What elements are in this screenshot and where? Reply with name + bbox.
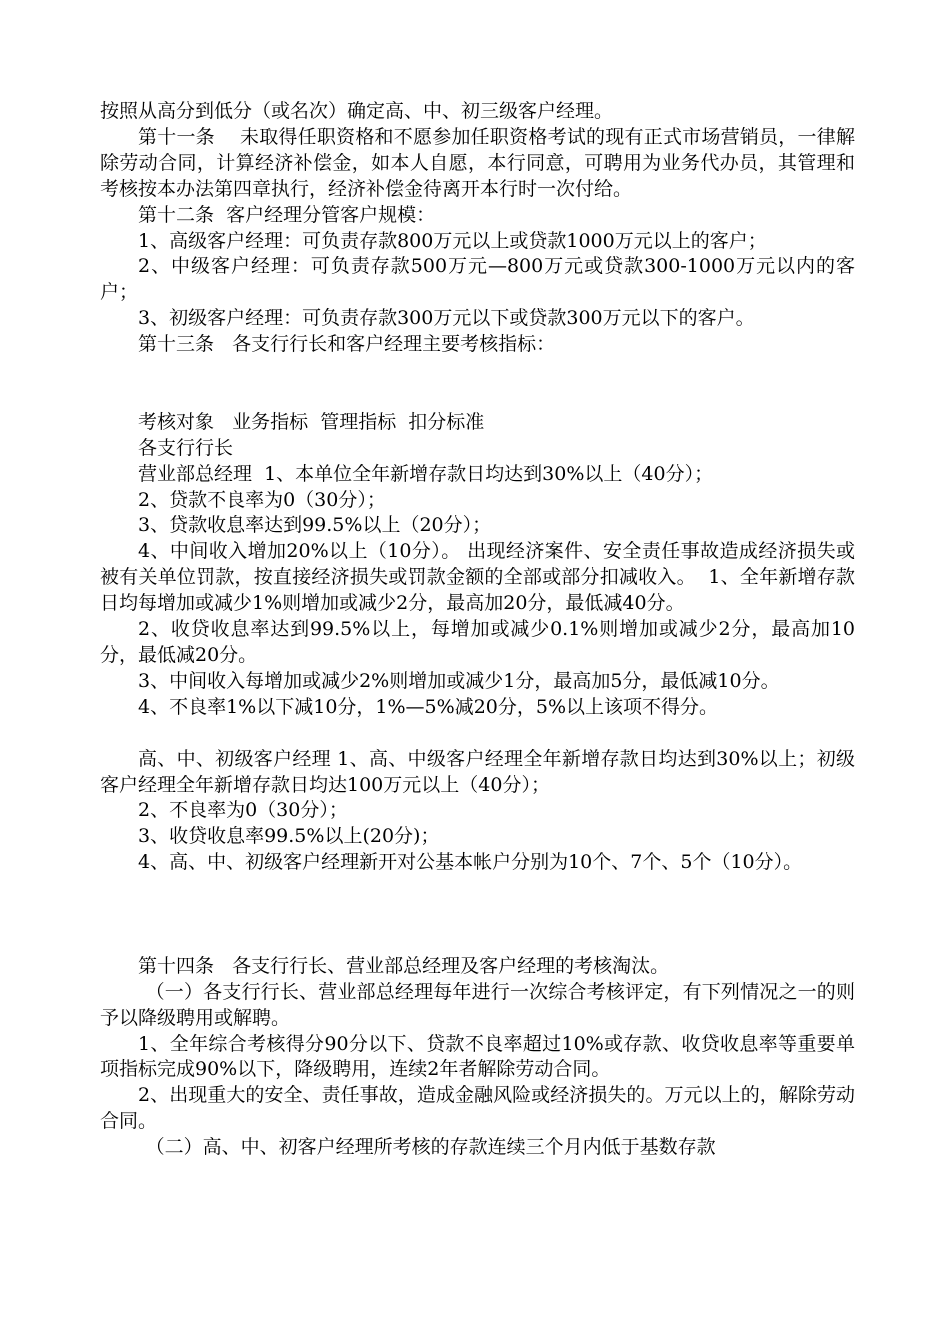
branch-scoring-4: 4、不良率1%以下减10分，1%—5%减20分，5%以上该项不得分。 [138,695,719,718]
manager-indicator-4: 4、高、中、初级客户经理新开对公基本帐户分别为10个、7个、5个（10分）。 [138,851,803,874]
manager-indicator-1: 高、中、初级客户经理 1、高、中级客户经理全年新增存款日均达到30%以上；初级客户经理全年新增存款日均达100万元以上（40分）； [100,747,855,796]
blank-space [100,876,855,954]
article-12-item-1: 1、高级客户经理：可负责存款800万元以上或贷款1000万元以上的客户； [138,229,767,252]
branch-indicator-1: 营业部总经理 1、本单位全年新增存款日均达到30%以上（40分）； [138,462,714,485]
branch-indicator-3: 3、贷款收息率达到99.5%以上（20分）； [138,514,492,537]
article-14-section-1: （一）各支行行长、营业部总经理每年进行一次综合考核评定，有下列情况之一的则予以降级聘用或解聘。 [100,980,855,1029]
article-14-item-1: 1、全年综合考核得分90分以下、贷款不良率超过10%或存款、收贷收息率等重要单项指标完成90%以下，降级聘用，连续2年者解除劳动合同。 [100,1032,855,1081]
article-12-item-2: 2、中级客户经理：可负责存款500万元—800万元或贷款300-1000万元以内的客户； [100,255,855,304]
paragraph-1: 按照从高分到低分（或名次）确定高、中、初三级客户经理。 [100,100,614,122]
branch-head-label: 各支行行长 [138,436,234,459]
article-12-item-3: 3、初级客户经理：可负责存款300万元以下或贷款300万元以下的客户。 [138,307,755,330]
manager-indicator-2: 2、不良率为0（30分）； [138,799,348,822]
article-14: 第十四条 各支行行长、营业部总经理及客户经理的考核淘汰。 [138,954,670,977]
article-14-section-2: （二）高、中、初客户经理所考核的存款连续三个月内低于基数存款 [145,1136,716,1159]
blank-space [100,358,855,410]
branch-scoring-3: 3、中间收入每增加或减少2%则增加或减少1分，最高加5分，最低减10分。 [138,669,780,692]
document-page [100,99,855,1161]
branch-scoring-2: 2、收贷收息率达到99.5%以上，每增加或减少0.1%则增加或减少2分，最高加10分，最低减20分。 [100,618,855,667]
article-14-item-2: 2、出现重大的安全、责任事故，造成金融风险或经济损失的。万元以上的，解除劳动合同。 [100,1084,855,1133]
manager-indicator-3: 3、收贷收息率99.5%以上(20分)； [138,825,440,848]
article-12: 第十二条 客户经理分管客户规模： [138,203,436,226]
branch-indicator-4: 4、中间收入增加20%以上（10分）。 出现经济案件、安全责任事故造成经济损失或被有关单位罚款，按直接经济损失或罚款金额的全部或部分扣减收入。 1、全年新增存款日均每增加或减少1%则增加或减少2分，最高加20分，最低减40分。 [100,540,855,615]
blank-space [100,721,855,747]
branch-indicator-2: 2、贷款不良率为0（30分）； [138,488,386,511]
article-13: 第十三条 各支行行长和客户经理主要考核指标： [138,333,556,356]
table-header-line: 考核对象 业务指标 管理指标 扣分标准 [138,410,485,433]
article-11: 第十一条 未取得任职资格和不愿参加任职资格考试的现有正式市场营销员，一律解除劳动合同，计算经济补偿金，如本人自愿，本行同意，可聘用为业务代办员，其管理和考核按本办法第四章执行，经济补偿金待离开本行时一次付给。 [100,125,855,200]
